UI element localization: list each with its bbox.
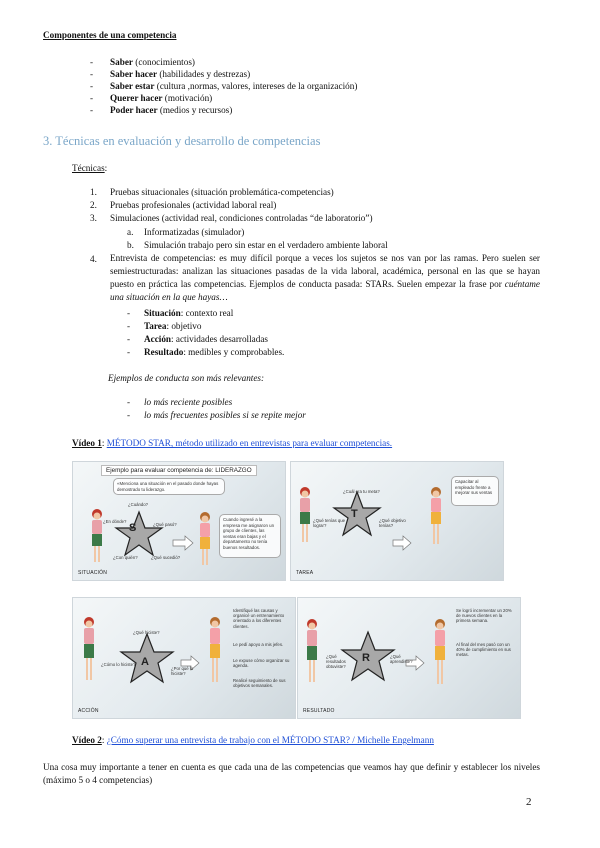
slide-answer-3: Le expuse cómo organizar su agenda. xyxy=(233,658,290,669)
slide-question: «Menciona una situación en el pasado donde hayas demostrado tu liderazgo. xyxy=(113,478,225,495)
slide-q-results: ¿Qué resultados obtuviste? xyxy=(326,654,346,670)
examples-heading: Ejemplos de conducta son más relevantes: xyxy=(108,373,265,383)
slide-q-did: ¿Qué hiciste? xyxy=(133,630,160,635)
woman-figure xyxy=(300,487,310,542)
slide-q-how: ¿Cómo lo hiciste? xyxy=(101,662,136,667)
slide-answer-2: Le pedí apoyo a mis jefes. xyxy=(233,642,284,647)
man-figure xyxy=(210,617,220,682)
woman-figure xyxy=(92,509,102,562)
video2-link[interactable]: ¿Cómo superar una entrevista de trabajo con el MÉTODO STAR? / Michelle Engelmann xyxy=(106,735,434,745)
star-letter: T xyxy=(351,508,358,520)
woman-figure xyxy=(307,619,317,682)
list-item-number: 4. xyxy=(90,254,97,264)
star-letter: S xyxy=(129,522,137,534)
star-slide-accion xyxy=(72,597,296,719)
slide-label: TAREA xyxy=(296,570,314,576)
slide-q-who: ¿Con quién? xyxy=(113,555,138,560)
slide-answer-1: Se logró incrementar un 20% de nuevos clientes en la primera semana. xyxy=(456,608,512,624)
components-title: Componentes de una competencia xyxy=(43,30,177,40)
slide-title: Ejemplo para evaluar competencia de: LIDERAZGO xyxy=(101,465,257,476)
slide-q-learned: ¿Qué aprendiste? xyxy=(390,654,413,665)
star-letter: R xyxy=(362,652,370,664)
slide-q-achieve: ¿Qué tenías que lograr? xyxy=(313,518,346,529)
tecnicas-label: Técnicas: xyxy=(72,163,108,173)
slide-q-when: ¿Cuándo? xyxy=(128,502,149,507)
section-heading: 3. Técnicas en evaluación y desarrollo de competencias xyxy=(43,134,321,148)
man-figure xyxy=(431,487,441,544)
slide-answer: Cuando ingresé a la empresa me asignaron un grupo de clientes, las ventas eran bajas y el departamento no tenía buenos resultados. xyxy=(219,514,281,558)
woman-figure xyxy=(84,617,94,680)
slide-q-where: ¿En dónde? xyxy=(103,519,127,524)
slide-q-objective: ¿Qué objetivo tenías? xyxy=(379,518,406,529)
star-slide-situacion xyxy=(72,461,286,581)
slide-label: RESULTADO xyxy=(303,708,335,714)
slide-answer: Capacitar al empleado frente a mejorar sus ventas xyxy=(451,476,499,506)
slide-label: SITUACIÓN xyxy=(78,570,108,576)
page-number: 2 xyxy=(526,796,532,808)
man-figure xyxy=(200,512,210,565)
slide-label: ACCIÓN xyxy=(78,708,99,714)
star-letter: A xyxy=(141,656,149,668)
video1-caption: Vídeo 1: MÉTODO STAR, método utilizado en entrevistas para evaluar competencias. xyxy=(72,438,393,448)
slide-q-happened: ¿Qué sucedió? xyxy=(151,555,181,560)
man-figure xyxy=(435,619,445,684)
slide-answer-4: Realicé seguimiento de sus objetivos semanales. xyxy=(233,678,286,689)
slide-q-what: ¿Qué pasó? xyxy=(153,522,177,527)
closing-paragraph: Una cosa muy importante a tener en cuenta es que cada una de las competencias que veamos hay que definir y establecer los niveles (máximo 5 o 4 competencias) xyxy=(43,762,540,785)
video2-caption: Vídeo 2: ¿Cómo superar una entrevista de trabajo con el MÉTODO STAR? / Michelle Engelmann xyxy=(72,735,434,745)
video1-link[interactable]: MÉTODO STAR, método utilizado en entrevistas para evaluar competencias. xyxy=(106,438,393,448)
star-slide-tarea xyxy=(290,461,504,581)
slide-q-goal: ¿Cuál era tu meta? xyxy=(343,489,380,494)
slide-answer-1: Identifiqué las causas y organicé un entrenamiento orientado a los diferentes clientes. xyxy=(233,608,285,629)
slide-answer-2: Al final del mes pasó con un 40% de cumplimiento en sus metas. xyxy=(456,642,511,658)
slide-q-why: ¿Por qué lo hiciste? xyxy=(171,666,194,677)
star-slide-resultado xyxy=(297,597,521,719)
entrevista-paragraph: Entrevista de competencias: es muy difícil porque a veces los sujetos se nos van por las ramas. Pero suelen ser semiestructuradas: analizan las situaciones pasadas de la vida laboral, académica, personal en las que se hayan puesto en práctica las competencias. Ejemplos de conducta pasada: STARs. Suelen empezar la frase por cuéntame una situación en la que hayas… xyxy=(110,253,540,302)
